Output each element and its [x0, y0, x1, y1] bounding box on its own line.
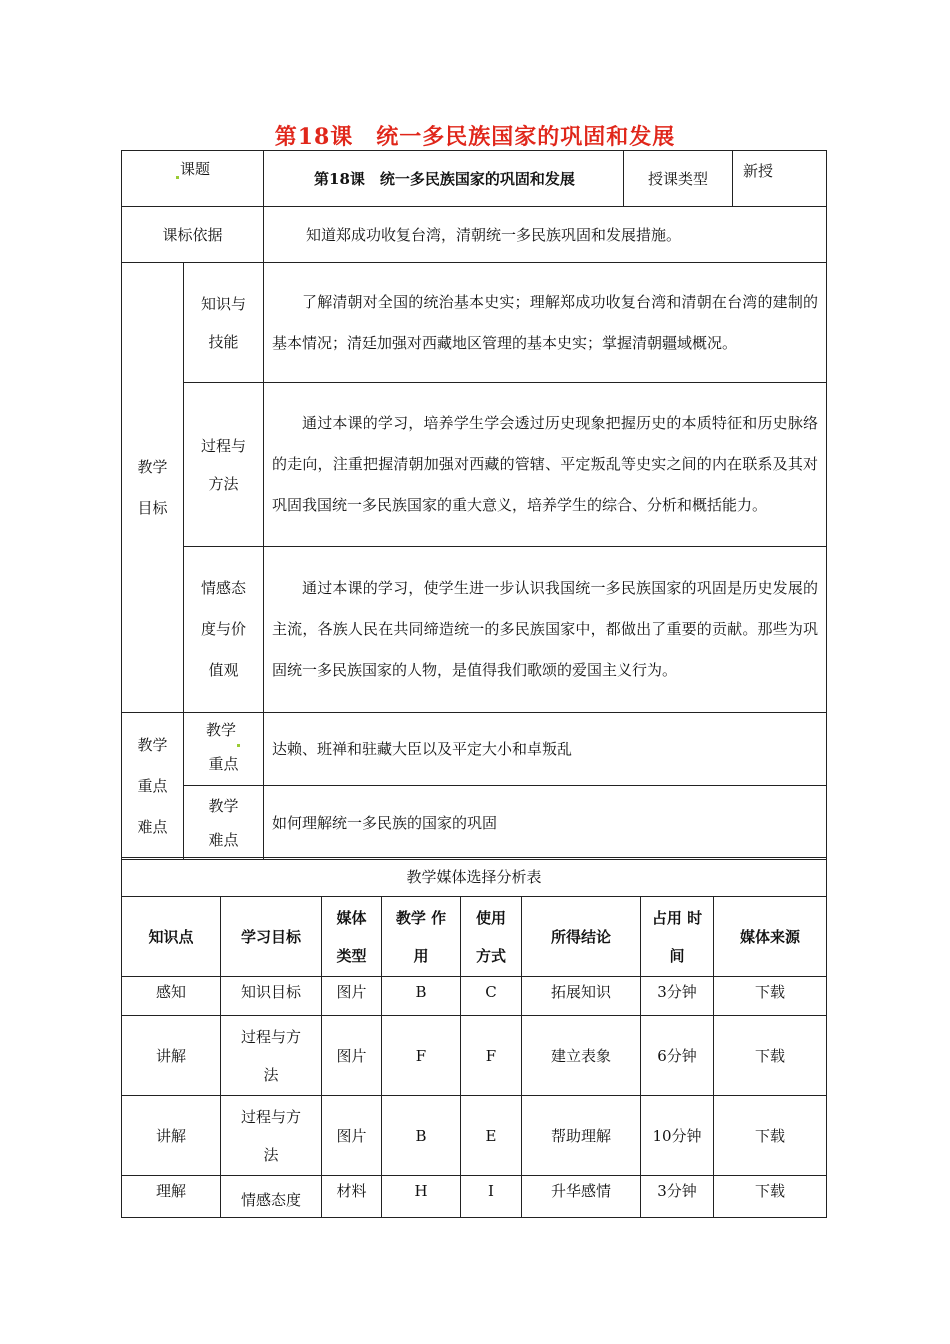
header-usage [461, 897, 522, 977]
cell-goal: 知识目标 [221, 977, 322, 1016]
media-table-caption: 教学媒体选择分析表 [122, 858, 827, 897]
header-source: 媒体来源 [714, 897, 827, 977]
header-teaching-role-line1: 教学 作 [395, 908, 447, 927]
process-text: 通过本课的学习，培养学生学会透过历史现象把握历史的本质特征和历史脉络的走向，注重把握清朝加强对西藏的管辖、平定叛乱等史实之间的内在联系及其对巩固我国统一多民族国家的重大意义，培养学生的综合、分析和概括能力。 [264, 383, 827, 547]
cell-goal [221, 1096, 322, 1176]
cell-source: 下载 [714, 977, 827, 1016]
header-usage-line1: 使用 [475, 908, 506, 927]
header-teaching-role [382, 897, 461, 977]
header-media-type-line1: 媒体 [336, 908, 367, 927]
cell-usage: C [461, 977, 522, 1016]
emotion-label [184, 547, 264, 713]
knowledge-label [184, 263, 264, 383]
cell-goal-line2: 法 [263, 1145, 279, 1164]
cell-source: 下载 [714, 1176, 827, 1218]
process-label-line2: 方法 [208, 474, 239, 493]
cell-knowledge: 讲解 [122, 1016, 221, 1096]
cell-usage: F [461, 1016, 522, 1096]
header-time [641, 897, 714, 977]
focus-label [184, 713, 264, 786]
cell-goal-line1: 过程与方 [240, 1107, 301, 1126]
media-analysis-table [121, 857, 827, 1218]
cell-source: 下载 [714, 1016, 827, 1096]
key-points-label [122, 713, 184, 860]
knowledge-label-line1: 知识与 [201, 294, 247, 313]
cell-knowledge: 讲解 [122, 1096, 221, 1176]
cell-role: F [382, 1016, 461, 1096]
cell-role: B [382, 1096, 461, 1176]
cell-media: 图片 [322, 1016, 382, 1096]
key-points-label-line3: 难点 [137, 817, 168, 836]
topic-label-cell [122, 151, 264, 207]
basis-text: 知道郑成功收复台湾，清朝统一多民族巩固和发展措施。 [264, 207, 827, 263]
cell-time: 10分钟 [641, 1096, 714, 1176]
process-label-line1: 过程与 [201, 436, 247, 455]
lesson-type-value: 新授 [733, 151, 827, 207]
basis-label: 课标依据 [122, 207, 264, 263]
objectives-label-line2: 目标 [137, 498, 168, 517]
table-row [122, 1016, 827, 1096]
emotion-label-line1: 情感态 [201, 579, 247, 597]
topic-value: 第18课 统一多民族国家的巩固和发展 [264, 151, 624, 207]
cell-knowledge: 理解 [122, 1176, 221, 1218]
header-time-line2: 间 [669, 946, 685, 965]
cell-knowledge: 感知 [122, 977, 221, 1016]
table-row [122, 1096, 827, 1176]
cell-goal-line1: 过程与方 [240, 1027, 301, 1046]
emotion-label-line2: 度与价 [201, 620, 247, 638]
cell-conclusion: 帮助理解 [522, 1096, 641, 1176]
cell-time: 6分钟 [641, 1016, 714, 1096]
knowledge-label-line2: 技能 [208, 332, 239, 351]
difficulty-text: 如何理解统一多民族的国家的巩固 [264, 786, 827, 860]
header-media-type [322, 897, 382, 977]
knowledge-text: 了解清朝对全国的统治基本史实；理解郑成功收复台湾和清朝在台湾的建制的基本情况；清廷加强对西藏地区管理的基本史实；掌握清朝疆域概况。 [264, 263, 827, 383]
topic-label: 课题 [180, 160, 211, 178]
cell-conclusion: 建立表象 [522, 1016, 641, 1096]
cell-goal-line2: 法 [263, 1065, 279, 1084]
lesson-plan-table [121, 150, 827, 860]
cell-conclusion: 拓展知识 [522, 977, 641, 1016]
header-goal: 学习目标 [221, 897, 322, 977]
difficulty-label [184, 786, 264, 860]
header-media-type-line2: 类型 [336, 946, 367, 965]
cell-goal [221, 1016, 322, 1096]
cell-usage: I [461, 1176, 522, 1218]
lesson-type-label: 授课类型 [624, 151, 733, 207]
cell-media: 图片 [322, 1096, 382, 1176]
page-title: 第18课 统一多民族国家的巩固和发展 [274, 124, 676, 150]
header-usage-line2: 方式 [475, 946, 506, 965]
cell-media: 材料 [322, 1176, 382, 1218]
header-knowledge: 知识点 [122, 897, 221, 977]
header-teaching-role-line2: 用 [413, 946, 429, 965]
objectives-label [122, 263, 184, 713]
cell-usage: E [461, 1096, 522, 1176]
process-label [184, 383, 264, 547]
difficulty-label-line2: 难点 [208, 830, 239, 849]
focus-label-line1: 教学 [184, 713, 263, 747]
table-row [122, 1176, 827, 1218]
key-points-label-line2: 重点 [137, 776, 168, 795]
header-time-line1: 占用 时 [651, 908, 703, 927]
cell-media: 图片 [322, 977, 382, 1016]
key-points-label-line1: 教学 [137, 735, 168, 754]
cell-conclusion: 升华感情 [522, 1176, 641, 1218]
cell-role: B [382, 977, 461, 1016]
focus-label-line2: 重点 [208, 755, 239, 773]
header-conclusion: 所得结论 [522, 897, 641, 977]
cell-role: H [382, 1176, 461, 1218]
cell-time: 3分钟 [641, 977, 714, 1016]
focus-text: 达赖、班禅和驻藏大臣以及平定大小和卓叛乱 [264, 713, 827, 786]
emotion-text: 通过本课的学习，使学生进一步认识我国统一多民族国家的巩固是历史发展的主流，各族人民在共同缔造统一的多民族国家中，都做出了重要的贡献。那些为巩固统一多民族国家的人物，是值得我们歌颂的爱国主义行为。 [264, 547, 827, 713]
cell-goal: 情感态度 [221, 1176, 322, 1218]
difficulty-label-line1: 教学 [208, 796, 239, 815]
table-row [122, 977, 827, 1016]
cell-source: 下载 [714, 1096, 827, 1176]
cell-time: 3分钟 [641, 1176, 714, 1218]
emotion-label-line3: 值观 [208, 661, 239, 679]
objectives-label-line1: 教学 [137, 457, 168, 476]
marker-dot [176, 176, 179, 179]
